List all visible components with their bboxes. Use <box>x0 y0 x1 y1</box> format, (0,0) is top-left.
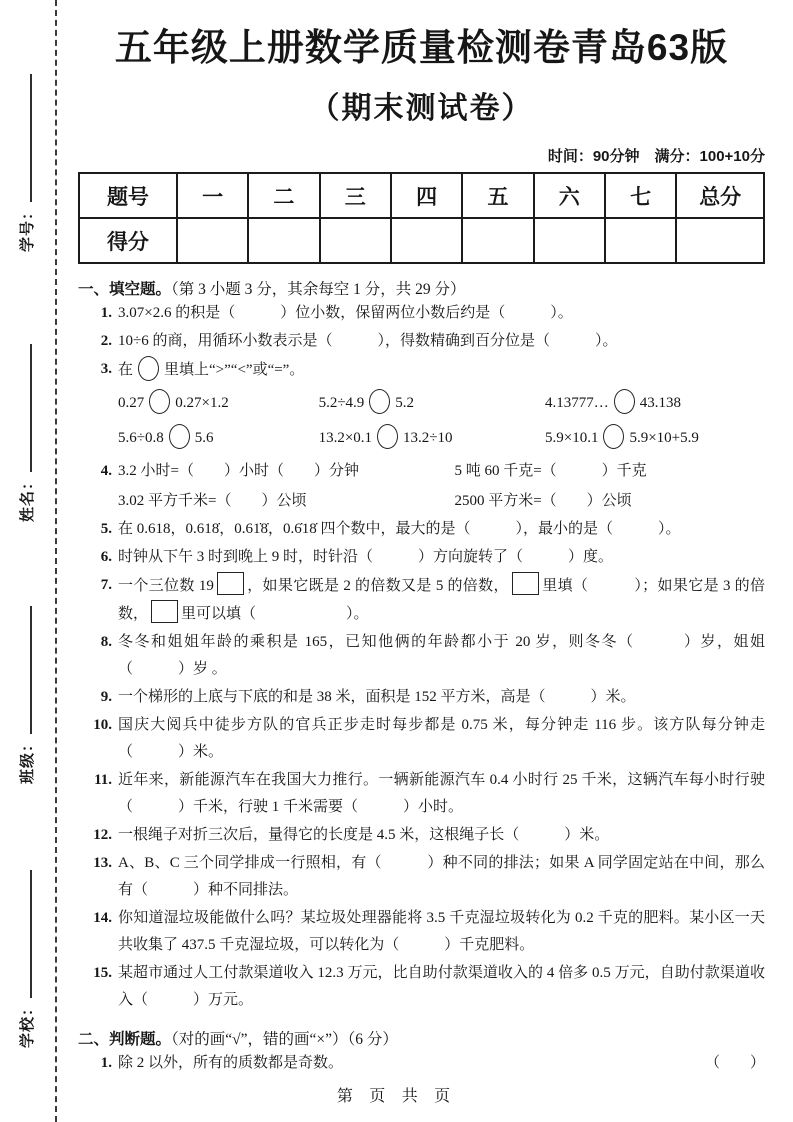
page-footer: 第 页 共 页 <box>336 1088 457 1105</box>
comparison-circle-icon <box>603 424 624 449</box>
judge-row <box>118 1050 765 1077</box>
question-number: 5. <box>100 521 112 538</box>
score-table-header-cell: 三 <box>320 173 391 218</box>
question-4 <box>78 458 765 515</box>
conversion-item: 3.02 平方千米=（ ）公顷 <box>118 493 307 510</box>
score-table-header-row <box>79 173 764 218</box>
question-11 <box>78 767 765 821</box>
score-cell <box>534 218 605 263</box>
question-text: A、B、C 三个同学排成一行照相，有（ ）种不同的排法；如果 A 同学固定站在中间，那么有（ ）种不同排法。 <box>118 855 765 899</box>
comparison-pair <box>118 424 319 452</box>
section-two-heading <box>78 1027 765 1049</box>
pair-left: 4.13777… <box>545 395 609 412</box>
score-table-score-row <box>79 218 764 263</box>
pair-right: 5.9×10+5.9 <box>629 430 699 447</box>
school-label: 学校： <box>20 999 36 1048</box>
score-row-label: 得分 <box>79 218 177 263</box>
unit-conversion-grid <box>118 458 765 515</box>
comparison-circle-icon <box>377 424 398 449</box>
pair-right: 43.138 <box>639 395 681 412</box>
class-label: 班级： <box>20 735 36 784</box>
pair-left: 5.6÷0.8 <box>118 430 164 447</box>
question-13 <box>78 850 765 904</box>
question-1 <box>78 300 765 327</box>
name-label: 姓名： <box>20 473 36 522</box>
question-number: 6. <box>100 549 112 566</box>
question-text: 里填上“>”“<”或“=”。 <box>164 362 305 379</box>
comparison-pair <box>118 389 319 417</box>
comparison-pair <box>545 424 765 452</box>
question-9 <box>78 684 765 711</box>
sidebar-field-name <box>16 344 37 522</box>
question-text: 近年来，新能源汽车在我国大力推行。一辆新能源汽车 0.4 小时行 25 千米，这辆汽车每小时行驶（ ）千米，行驶 1 千米需要（ ）小时。 <box>118 772 765 816</box>
pair-right: 5.2 <box>395 395 415 412</box>
question-number: 4. <box>100 463 112 480</box>
question-text: 国庆大阅兵中徒步方队的官兵正步走时每步都是 0.75 米，每分钟走 116 步。该方队每分钟走（ ）米。 <box>118 717 765 761</box>
pair-right: 0.27×1.2 <box>175 395 229 412</box>
question-5 <box>78 516 765 543</box>
question-number: 10. <box>93 717 112 734</box>
pair-right: 13.2÷10 <box>403 430 453 447</box>
judge-answer-blank: （ ） <box>704 1055 765 1072</box>
exam-time-score-meta: 时间：90分钟 满分：100+10分 <box>547 148 765 166</box>
score-cell <box>177 218 248 263</box>
question-text: 里可以填（ ）。 <box>181 606 369 623</box>
question-3 <box>78 356 765 452</box>
question-text: ，如果它既是 2 的倍数又是 5 的倍数， <box>246 578 509 595</box>
score-table-header-cell: 一 <box>177 173 248 218</box>
question-number: 1. <box>100 1055 112 1072</box>
student-id-label: 学号： <box>20 203 36 252</box>
score-cell <box>605 218 676 263</box>
school-blank-line <box>28 870 32 998</box>
score-table-header-cell: 六 <box>534 173 605 218</box>
conversion-item: 5 吨 60 千克=（ ）千克 <box>454 463 647 480</box>
question-number: 7. <box>100 577 112 594</box>
student-id-blank-line <box>28 74 32 202</box>
question-2 <box>78 328 765 355</box>
score-table-header-cell: 五 <box>462 173 533 218</box>
section-one-heading <box>78 277 765 299</box>
question-10 <box>78 712 765 766</box>
score-table-header-cell: 二 <box>248 173 319 218</box>
fill-box-icon <box>151 600 178 623</box>
question-text: 3.07×2.6 的积是（ ）位小数，保留两位小数后约是（ ）。 <box>118 305 573 322</box>
question-6 <box>78 544 765 571</box>
question-text: 你知道湿垃圾能做什么吗？某垃圾处理器能将 3.5 千克湿垃圾转化为 0.2 千克的肥料。某小区一天共收集了 437.5 千克湿垃圾，可以转化为（ ）千克肥料。 <box>118 910 765 954</box>
question-number: 9. <box>100 689 112 706</box>
class-blank-line <box>28 606 32 734</box>
question-number: 2. <box>100 333 112 350</box>
paper-content <box>78 0 765 1077</box>
question-text: 某超市通过人工付款渠道收入 12.3 万元，比自助付款渠道收入的 4 倍多 0.5 万元，自助付款渠道收入（ ）万元。 <box>118 965 765 1009</box>
question-7 <box>78 572 765 628</box>
pair-left: 13.2×0.1 <box>318 430 373 447</box>
sidebar-field-student-id <box>16 74 37 252</box>
comparison-circle-icon <box>369 389 390 414</box>
pair-left: 5.9×10.1 <box>545 430 599 447</box>
section-one-note: （第 3 小题 3 分，其余每空 1 分，共 29 分） <box>171 281 466 299</box>
sidebar-field-class <box>16 606 37 784</box>
comparison-pair <box>319 424 545 452</box>
question-text: 一个三位数 19 <box>118 578 214 595</box>
comparison-circle-icon <box>149 389 170 414</box>
pair-left: 0.27 <box>118 395 145 412</box>
question-12 <box>78 822 765 849</box>
conversion-item: 2500 平方米=（ ）公顷 <box>454 493 632 510</box>
question-14 <box>78 905 765 959</box>
question-text: 时钟从下午 3 时到晚上 9 时，时针沿（ ）方向旋转了（ ）度。 <box>118 549 614 566</box>
question-text: 除 2 以外，所有的质数都是奇数。 <box>118 1055 344 1072</box>
question-number: 13. <box>93 855 112 872</box>
section-two-title: 二、判断题。 <box>78 1031 172 1049</box>
question-number: 3. <box>100 361 112 378</box>
question-text: 在 <box>118 362 134 379</box>
question-number: 12. <box>93 827 112 844</box>
question-text: 一根绳子对折三次后，量得它的长度是 4.5 米，这根绳子长（ ）米。 <box>118 827 610 844</box>
score-table-header-cell: 总分 <box>676 173 764 218</box>
sidebar-field-school <box>16 870 37 1048</box>
comparison-circle-icon <box>169 424 190 449</box>
question-text: 冬冬和姐姐年龄的乘积是 165，已知他俩的年龄都小于 20 岁，则冬冬（ ）岁，姐姐（ ）岁 。 <box>118 634 765 678</box>
question-number: 1. <box>100 305 112 322</box>
pair-right: 5.6 <box>194 430 214 447</box>
question-text: 里填（ ）；如果它是 3 的倍数， <box>118 578 765 623</box>
question-number: 8. <box>100 634 112 651</box>
score-cell <box>248 218 319 263</box>
page-subtitle: （期末测试卷） <box>309 92 534 126</box>
name-blank-line <box>28 344 32 472</box>
section-two-note: （对的画“√”，错的画“×”）（6 分） <box>171 1031 398 1049</box>
comparison-circle-icon <box>138 356 159 381</box>
conversion-item: 3.2 小时=（ ）小时（ ）分钟 <box>118 463 359 480</box>
comparison-pair <box>319 389 545 417</box>
pair-left: 5.2÷4.9 <box>318 395 365 412</box>
question-number: 15. <box>93 965 112 982</box>
score-table-header-cell: 题号 <box>79 173 177 218</box>
comparison-circle-icon <box>614 389 635 414</box>
score-cell <box>391 218 462 263</box>
fill-box-icon <box>512 572 539 595</box>
question-text: 一个梯形的上底与下底的和是 38 米，面积是 152 平方米，高是（ ）米。 <box>118 689 636 706</box>
section-one-title: 一、填空题。 <box>78 281 172 299</box>
score-table <box>78 172 765 264</box>
question-text: 10÷6 的商，用循环小数表示是（ ），得数精确到百分位是（ ）。 <box>118 333 618 350</box>
cut-dashed-line <box>55 0 57 1122</box>
question-15 <box>78 960 765 1014</box>
question-8 <box>78 629 765 683</box>
page-title: 五年级上册数学质量检测卷青岛63版 <box>114 27 729 68</box>
comparison-pairs <box>118 389 765 452</box>
judge-question-1 <box>78 1050 765 1077</box>
score-cell <box>462 218 533 263</box>
fill-box-icon <box>217 572 244 595</box>
question-number: 14. <box>93 910 112 927</box>
comparison-pair <box>545 389 765 417</box>
score-table-header-cell: 四 <box>391 173 462 218</box>
question-number: 11. <box>94 772 112 789</box>
score-cell <box>320 218 391 263</box>
score-cell <box>676 218 764 263</box>
score-table-header-cell: 七 <box>605 173 676 218</box>
question-text: 在 0.618，0.618̇，0.61̇8̇，0.6̇18̇ 四个数中，最大的是（ ），最小的是（ ）。 <box>118 521 681 538</box>
